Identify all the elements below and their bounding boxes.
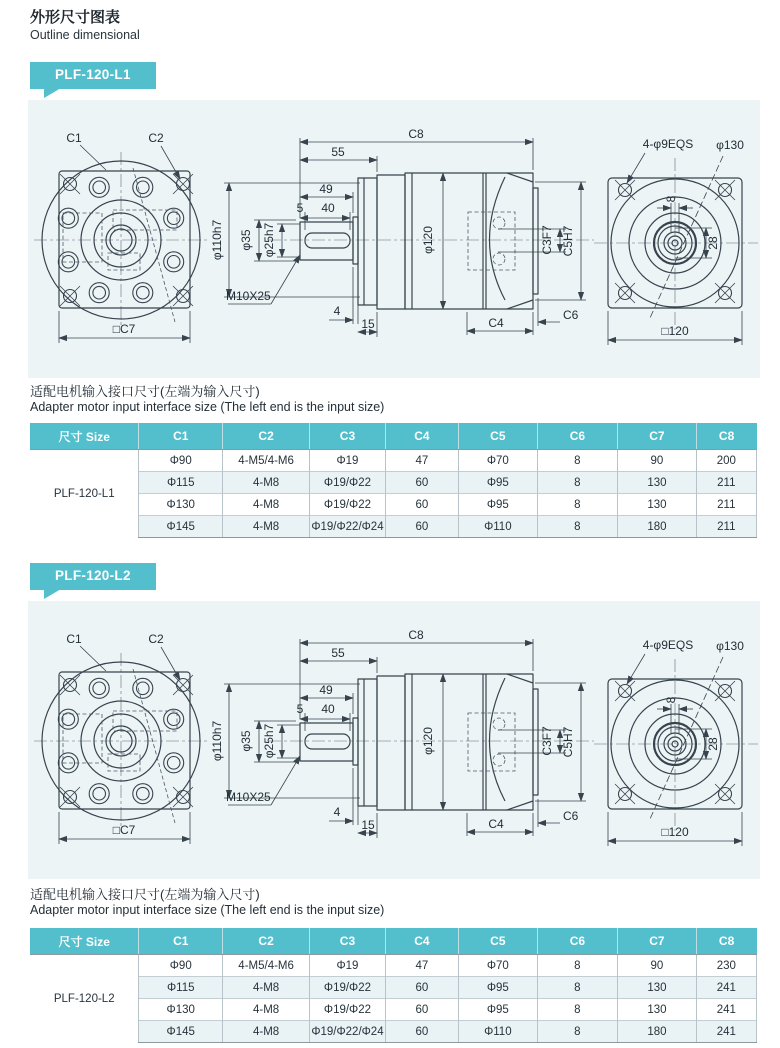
dim-cell: 60 [385,516,458,538]
drawing-panel-l2 [28,601,760,879]
dim-cell: 4-M8 [223,472,310,494]
dim-cell: 130 [618,494,696,516]
dim-cell: Φ19/Φ22 [310,999,386,1021]
col-size: 尺寸 Size [30,423,139,450]
dim-cell: 60 [385,1021,458,1043]
dim-cell: Φ19 [310,450,386,472]
col-c5: C5 [459,423,537,450]
table-row [30,955,757,977]
header-row [30,423,757,450]
dim-cell: 60 [385,494,458,516]
col-c1: C1 [139,423,223,450]
col-c2: C2 [223,928,310,955]
dim-cell: 8 [537,450,618,472]
col-c4: C4 [385,928,458,955]
dim-cell: 4-M8 [223,516,310,538]
dim-cell: 4-M5/4-M6 [223,955,310,977]
dim-cell: 211 [696,516,756,538]
col-c5: C5 [459,928,537,955]
drawing-panel-l1 [28,100,760,378]
dim-cell: 47 [385,955,458,977]
dim-cell: 130 [618,472,696,494]
dim-cell: 241 [696,999,756,1021]
col-size: 尺寸 Size [30,928,139,955]
col-c2: C2 [223,423,310,450]
table-row [30,494,757,516]
dim-cell: 130 [618,977,696,999]
dim-cell: 8 [537,977,618,999]
col-c3: C3 [310,423,386,450]
dim-cell: 60 [385,472,458,494]
table-row [30,977,757,999]
badge-label: PLF-120-L1 [55,67,131,82]
col-c4: C4 [385,423,458,450]
dim-cell: 241 [696,1021,756,1043]
page-subtitle: Outline dimensional [30,28,140,42]
col-c3: C3 [310,928,386,955]
caption-en: Adapter motor input interface size (The left end is the input size) [30,400,385,414]
dim-cell: Φ145 [139,516,223,538]
col-c8: C8 [696,928,756,955]
dim-cell: Φ19 [310,955,386,977]
col-c7: C7 [618,423,696,450]
table-row [30,999,757,1021]
dim-cell: 180 [618,516,696,538]
dim-cell: 4-M8 [223,999,310,1021]
dim-cell: 4-M8 [223,494,310,516]
dim-cell: 8 [537,472,618,494]
dim-cell: 211 [696,494,756,516]
dim-cell: Φ19/Φ22 [310,472,386,494]
dim-cell: 8 [537,999,618,1021]
dim-cell: 4-M5/4-M6 [223,450,310,472]
dim-cell: 90 [618,955,696,977]
dim-cell: Φ90 [139,450,223,472]
dim-cell: Φ130 [139,494,223,516]
dim-cell: 230 [696,955,756,977]
badge-tail [44,589,61,599]
table-row [30,450,757,472]
col-c6: C6 [537,423,618,450]
dimension-table-l1 [30,423,757,538]
dim-cell: 4-M8 [223,1021,310,1043]
col-c7: C7 [618,928,696,955]
table-row [30,516,757,538]
dim-cell: 8 [537,516,618,538]
col-c8: C8 [696,423,756,450]
model-badge-plf-120-l1 [30,62,156,89]
dim-cell: 180 [618,1021,696,1043]
dim-cell: 60 [385,999,458,1021]
model-cell: PLF-120-L2 [30,955,139,1043]
table-row [30,1021,757,1043]
dim-cell: 8 [537,1021,618,1043]
table-row [30,472,757,494]
dim-cell: Φ95 [459,999,537,1021]
caption-zh: 适配电机输入接口尺寸(左端为输入尺寸) [30,384,260,399]
dim-cell: Φ90 [139,955,223,977]
dim-cell: 4-M8 [223,977,310,999]
header-row [30,928,757,955]
dim-cell: Φ110 [459,1021,537,1043]
dim-cell: Φ115 [139,472,223,494]
dim-cell: 211 [696,472,756,494]
dim-cell: Φ115 [139,977,223,999]
col-c1: C1 [139,928,223,955]
dim-cell: Φ95 [459,494,537,516]
dim-cell: 60 [385,977,458,999]
dim-cell: 200 [696,450,756,472]
dim-cell: 241 [696,977,756,999]
dim-cell: 8 [537,494,618,516]
dimension-table-l2 [30,928,757,1043]
caption-zh: 适配电机输入接口尺寸(左端为输入尺寸) [30,887,260,902]
dim-cell: Φ95 [459,977,537,999]
page-title: 外形尺寸图表 [30,9,121,26]
dim-cell: Φ130 [139,999,223,1021]
model-badge-plf-120-l2 [30,563,156,590]
dim-cell: Φ19/Φ22 [310,977,386,999]
dim-cell: 47 [385,450,458,472]
dim-cell: 90 [618,450,696,472]
dim-cell: Φ95 [459,472,537,494]
caption-en: Adapter motor input interface size (The left end is the input size) [30,903,385,917]
outline-drawing-l1 [28,100,760,378]
col-c6: C6 [537,928,618,955]
dim-cell: Φ70 [459,955,537,977]
outline-drawing-l2 [28,601,760,879]
dim-cell: Φ70 [459,450,537,472]
badge-label: PLF-120-L2 [55,568,131,583]
model-cell: PLF-120-L1 [30,450,139,538]
dim-cell: 130 [618,999,696,1021]
dim-cell: Φ19/Φ22 [310,494,386,516]
dim-cell: Φ19/Φ22/Φ24 [310,516,386,538]
dim-cell: Φ145 [139,1021,223,1043]
dim-cell: 8 [537,955,618,977]
dim-cell: Φ19/Φ22/Φ24 [310,1021,386,1043]
dim-cell: Φ110 [459,516,537,538]
badge-tail [44,88,61,98]
